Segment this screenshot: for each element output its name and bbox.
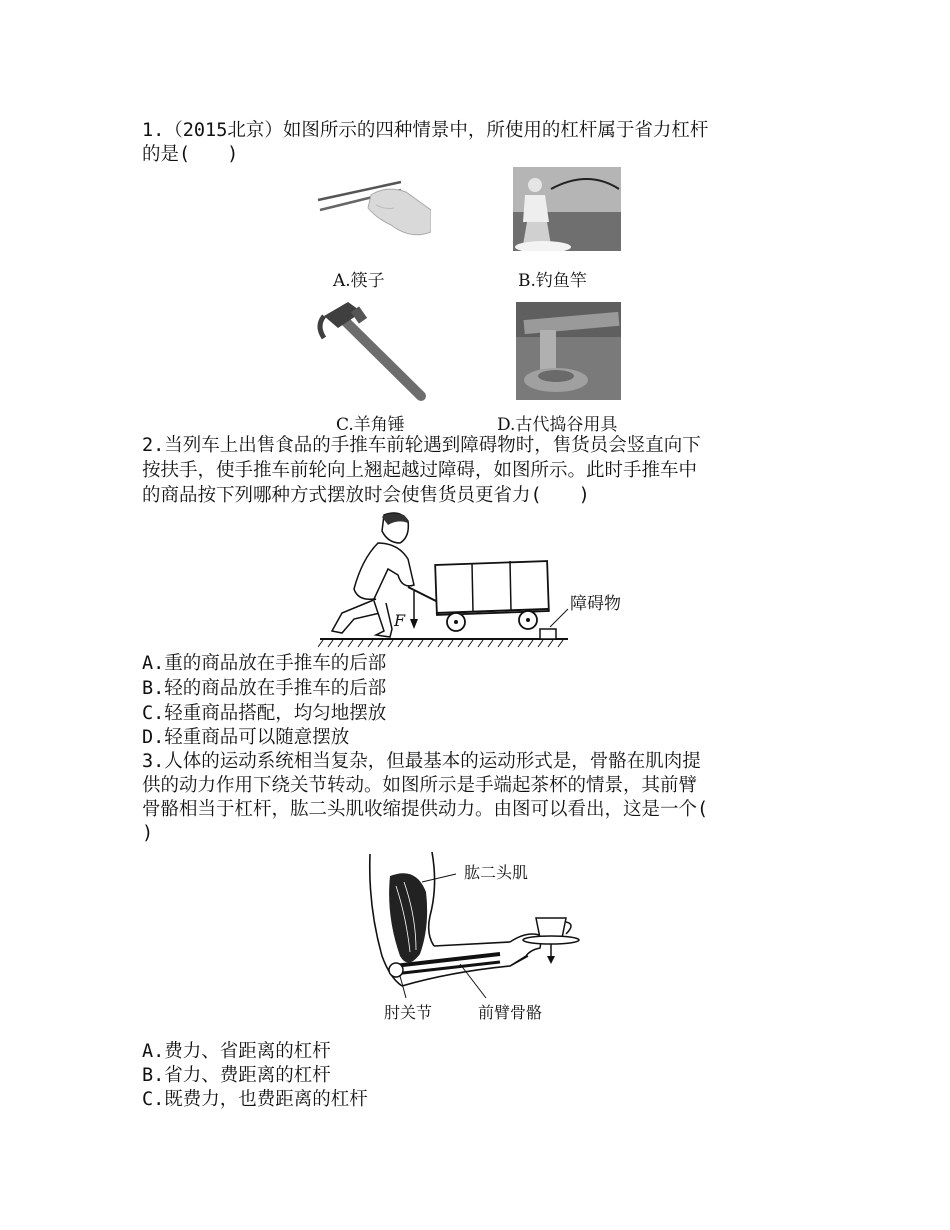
caption-a: A.筷子 xyxy=(333,271,385,291)
fishing-rod-image xyxy=(513,167,621,251)
caption-d: D.古代捣谷用具 xyxy=(497,415,618,435)
q2-option-b: B.轻的商品放在手推车的后部 xyxy=(142,678,387,699)
caption-c: C.羊角锤 xyxy=(336,415,405,435)
trolley-figure xyxy=(318,509,634,651)
q1-text-line-2: 的是( ) xyxy=(142,144,239,165)
q2-option-d: D.轻重商品可以随意摆放 xyxy=(142,727,350,748)
obstacle-label: 障碍物 xyxy=(570,594,621,614)
q1-text-line-1: 1.（2015北京）如图所示的四种情景中，所使用的杠杆属于省力杠杆 xyxy=(142,120,709,141)
q2-option-c: C.轻重商品搭配，均匀地摆放 xyxy=(142,703,387,724)
elbow-label: 肘关节 xyxy=(384,1003,433,1022)
q3-text-line-4: ) xyxy=(142,823,154,844)
arm-teacup-figure xyxy=(360,846,592,1028)
claw-hammer-image xyxy=(316,298,436,408)
q3-text-line-3: 骨骼相当于杠杆，肱二头肌收缩提供动力。由图可以看出，这是一个( xyxy=(142,799,709,820)
q3-text-line-2: 供的动力作用下绕关节转动。如图所示是手端起茶杯的情景，其前臂 xyxy=(142,775,698,796)
q2-text-line-3: 的商品按下列哪种方式摆放时会使售货员更省力( ) xyxy=(142,485,590,506)
force-label: F xyxy=(394,611,406,630)
grain-pounder-image xyxy=(516,302,621,400)
q2-text-line-1: 2.当列车上出售食品的手推车前轮遇到障碍物时，售货员会竖直向下 xyxy=(142,435,701,456)
q2-option-a: A.重的商品放在手推车的后部 xyxy=(142,653,387,674)
muscle-label: 肱二头肌 xyxy=(464,863,529,882)
forearm-label: 前臂骨骼 xyxy=(478,1003,543,1022)
caption-b: B.钓鱼竿 xyxy=(518,271,587,291)
q2-text-line-2: 按扶手，使手推车前轮向上翘起越过障碍，如图所示。此时手推车中 xyxy=(142,460,698,481)
q3-option-c: C.既费力，也费距离的杠杆 xyxy=(142,1089,368,1110)
q3-option-a: A.费力、省距离的杠杆 xyxy=(142,1041,331,1062)
q3-option-b: B.省力、费距离的杠杆 xyxy=(142,1065,331,1086)
chopsticks-image xyxy=(316,170,431,255)
q3-text-line-1: 3.人体的运动系统相当复杂，但最基本的运动形式是，骨骼在肌肉提 xyxy=(142,751,701,772)
